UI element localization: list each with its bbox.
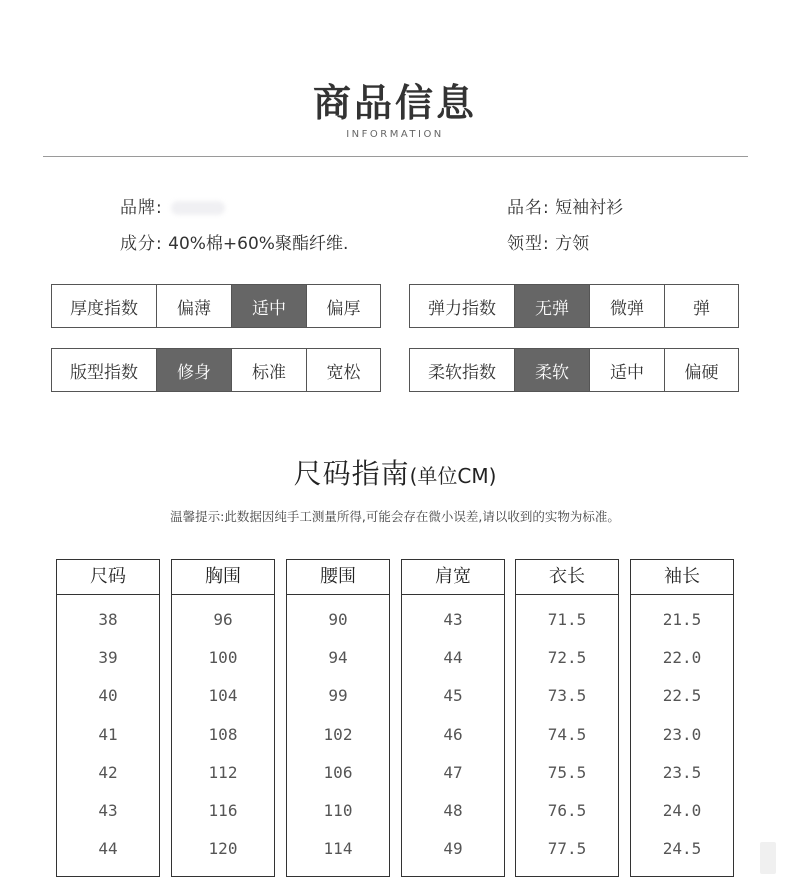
table-cell: 38 bbox=[98, 610, 118, 629]
table-cell: 108 bbox=[208, 724, 238, 744]
table-cell: 73.5 bbox=[547, 686, 587, 706]
material-label: 成分: bbox=[120, 234, 163, 254]
index-option: 标准 bbox=[231, 349, 306, 391]
brand-row bbox=[120, 193, 225, 218]
column-values bbox=[516, 595, 618, 868]
table-cell: 112 bbox=[208, 762, 238, 782]
table-cell: 106 bbox=[323, 762, 353, 782]
column-header: 袖长 bbox=[631, 560, 733, 595]
table-cell: 23.0 bbox=[662, 724, 702, 744]
index-option: 修身 bbox=[156, 349, 231, 391]
table-cell: 96 bbox=[213, 610, 233, 629]
column-header: 衣长 bbox=[516, 560, 618, 595]
elasticity-index bbox=[409, 284, 739, 328]
table-cell: 90 bbox=[328, 610, 348, 629]
sleeve-column bbox=[630, 559, 734, 877]
table-cell: 22.5 bbox=[662, 686, 702, 706]
column-header: 腰围 bbox=[287, 560, 389, 595]
index-option: 适中 bbox=[231, 285, 306, 327]
table-cell: 43 bbox=[98, 800, 118, 820]
collar-row bbox=[507, 229, 589, 254]
table-cell: 39 bbox=[98, 648, 118, 668]
thickness-index bbox=[51, 284, 381, 328]
product-name-label: 品名: bbox=[507, 198, 550, 218]
table-cell: 100 bbox=[208, 648, 238, 668]
table-cell: 74.5 bbox=[547, 724, 587, 744]
size-guide-heading: 尺码指南 bbox=[293, 457, 410, 490]
shoulder-column bbox=[401, 559, 505, 877]
watermark-figure bbox=[760, 842, 776, 874]
table-cell: 114 bbox=[323, 839, 353, 859]
size-guide-unit: (单位CM) bbox=[409, 464, 497, 488]
table-cell: 42 bbox=[98, 762, 118, 782]
index-label: 厚度指数 bbox=[70, 298, 138, 319]
table-cell: 71.5 bbox=[547, 610, 587, 629]
material-row bbox=[120, 229, 348, 254]
index-label: 版型指数 bbox=[70, 362, 138, 383]
table-cell: 75.5 bbox=[547, 762, 587, 782]
column-header: 尺码 bbox=[57, 560, 159, 595]
column-header: 胸围 bbox=[172, 560, 274, 595]
brand-value-blurred bbox=[171, 201, 225, 215]
softness-index bbox=[409, 348, 739, 392]
product-name-value: 短袖衬衫 bbox=[555, 198, 624, 218]
index-option: 宽松 bbox=[306, 349, 380, 391]
column-header: 肩宽 bbox=[402, 560, 504, 595]
index-option: 柔软 bbox=[514, 349, 589, 391]
table-cell: 21.5 bbox=[662, 610, 702, 629]
index-label: 弹力指数 bbox=[428, 298, 496, 319]
table-cell: 76.5 bbox=[547, 800, 587, 820]
brand-label: 品牌: bbox=[120, 198, 163, 218]
collar-label: 领型: bbox=[507, 234, 550, 254]
column-values bbox=[402, 595, 504, 868]
material-value: 40%棉+60%聚酯纤维. bbox=[168, 234, 349, 254]
size-column bbox=[56, 559, 160, 877]
table-cell: 94 bbox=[328, 648, 348, 668]
column-values bbox=[287, 595, 389, 868]
table-cell: 23.5 bbox=[662, 762, 702, 782]
table-cell: 77.5 bbox=[547, 839, 587, 859]
index-option: 微弹 bbox=[589, 285, 664, 327]
table-cell: 43 bbox=[443, 610, 463, 629]
measurement-tip: 温馨提示:此数据因纯手工测量所得,可能会存在微小误差,请以收到的实物为标准。 bbox=[170, 509, 620, 524]
product-name-row bbox=[507, 193, 623, 218]
chest-column bbox=[171, 559, 275, 877]
table-cell: 47 bbox=[443, 762, 463, 782]
collar-value: 方领 bbox=[555, 234, 590, 254]
table-cell: 116 bbox=[208, 800, 238, 820]
table-cell: 99 bbox=[328, 686, 348, 706]
table-cell: 48 bbox=[443, 800, 463, 820]
column-values bbox=[631, 595, 733, 868]
table-cell: 72.5 bbox=[547, 648, 587, 668]
size-guide-title bbox=[0, 452, 790, 492]
table-cell: 49 bbox=[443, 839, 463, 859]
table-cell: 44 bbox=[443, 648, 463, 668]
table-cell: 41 bbox=[98, 724, 118, 744]
table-cell: 24.0 bbox=[662, 800, 702, 820]
fit-index bbox=[51, 348, 381, 392]
table-cell: 45 bbox=[443, 686, 463, 706]
column-values bbox=[172, 595, 274, 868]
column-values bbox=[57, 595, 159, 868]
page-subtitle: INFORMATION bbox=[346, 129, 444, 140]
table-cell: 110 bbox=[323, 800, 353, 820]
table-cell: 44 bbox=[98, 839, 118, 859]
table-cell: 120 bbox=[208, 839, 238, 859]
length-column bbox=[515, 559, 619, 877]
table-cell: 24.5 bbox=[662, 839, 702, 859]
table-cell: 102 bbox=[323, 724, 353, 744]
table-cell: 104 bbox=[208, 686, 238, 706]
index-label: 柔软指数 bbox=[428, 362, 496, 383]
page-title: 商品信息 bbox=[312, 81, 477, 125]
table-cell: 46 bbox=[443, 724, 463, 744]
waist-column bbox=[286, 559, 390, 877]
index-option: 偏硬 bbox=[664, 349, 738, 391]
index-option: 偏厚 bbox=[306, 285, 380, 327]
index-option: 无弹 bbox=[514, 285, 589, 327]
table-cell: 40 bbox=[98, 686, 118, 706]
table-cell: 22.0 bbox=[662, 648, 702, 668]
header-divider bbox=[43, 156, 748, 157]
index-option: 偏薄 bbox=[156, 285, 231, 327]
index-option: 弹 bbox=[664, 285, 738, 327]
index-option: 适中 bbox=[589, 349, 664, 391]
